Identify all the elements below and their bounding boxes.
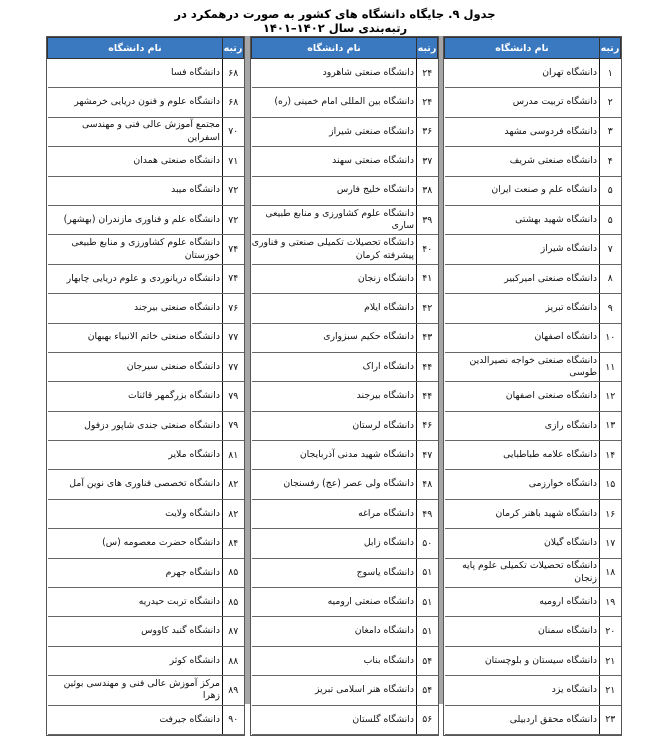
table-row [252,147,438,176]
table-row [445,294,621,323]
rank-cell: ۴۴ [417,352,438,381]
university-name-cell: دانشگاه خوارزمی [445,470,600,499]
university-name-cell: دانشگاه جهرم [48,558,223,587]
university-name-cell: دانشگاه گیلان [445,529,600,558]
university-name-cell: دانشگاه بزرگمهر قائنات [48,382,223,411]
university-name-cell: دانشگاه صنعتی سهند [252,147,417,176]
rank-cell: ۱۶ [600,499,621,528]
university-name-cell: دانشگاه یاسوج [252,558,417,587]
table-row [252,323,438,352]
table-row [252,499,438,528]
rank-cell: ۵۴ [417,676,438,705]
ranking-table [47,37,244,735]
university-name-cell: دانشگاه ولایت [48,499,223,528]
table-row [445,588,621,617]
university-name-cell: دانشگاه اراک [252,352,417,381]
rank-cell: ۷۴ [223,235,244,264]
table-row [252,176,438,205]
rank-cell: ۴۸ [417,470,438,499]
table-row [48,646,244,675]
rank-cell: ۷۹ [223,382,244,411]
university-name-cell: دانشگاه ارومیه [445,588,600,617]
table-row [445,529,621,558]
rank-cell: ۱۹ [600,588,621,617]
university-name-cell: دانشگاه گنبد کاووس [48,617,223,646]
table-row [445,235,621,264]
university-name-cell: دانشگاه علم و فناوری مازندران (بهشهر) [48,205,223,234]
rank-cell: ۶۸ [223,88,244,117]
header-row [252,38,438,59]
university-name-cell: دانشگاه بناب [252,646,417,675]
university-name-cell: دانشگاه تربت حیدریه [48,588,223,617]
university-name-cell: دانشگاه شیراز [445,235,600,264]
rank-cell: ۳ [600,117,621,146]
university-name-cell: دانشگاه صنعتی جندی شاپور دزفول [48,411,223,440]
table-row [252,470,438,499]
rank-cell: ۵۱ [417,558,438,587]
table-row [48,88,244,117]
university-name-cell: دانشگاه صنعتی اصفهان [445,382,600,411]
rank-cell: ۴ [600,147,621,176]
table-row [252,264,438,293]
rank-cell: ۱۳ [600,411,621,440]
table-row [48,117,244,146]
rank-cell: ۵۴ [417,646,438,675]
university-name-cell: دانشگاه صنعتی سیرجان [48,352,223,381]
table-row [445,147,621,176]
rank-cell: ۱۴ [600,441,621,470]
rank-cell: ۶۸ [223,59,244,88]
ranking-table-middle [250,36,439,736]
university-name-cell: دانشگاه سیستان و بلوچستان [445,646,600,675]
university-name-cell: دانشگاه هنر اسلامی تبریز [252,676,417,705]
rank-cell: ۵ [600,205,621,234]
header-row [48,38,244,59]
table-row [48,529,244,558]
rank-cell: ۷۷ [223,352,244,381]
university-name-cell: دانشگاه تربیت مدرس [445,88,600,117]
rank-cell: ۸۵ [223,588,244,617]
table-row [252,352,438,381]
table-row [48,441,244,470]
table-row [48,235,244,264]
rank-cell: ۵ [600,176,621,205]
table-row [252,529,438,558]
rank-cell: ۵۱ [417,617,438,646]
university-name-cell: مرکز آموزش عالی فنی و مهندسی بوئین زهرا [48,676,223,705]
table-row [252,705,438,734]
rank-cell: ۹ [600,294,621,323]
table-row [48,705,244,734]
table-row [445,59,621,88]
university-name-cell: دانشگاه گلستان [252,705,417,734]
rank-cell: ۱۲ [600,382,621,411]
table-row [252,59,438,88]
table-row [252,88,438,117]
university-name-cell: دانشگاه شهید مدنی آذربایجان [252,441,417,470]
rank-column-header: رتبه [600,38,621,59]
table-row [445,352,621,381]
university-name-cell: دانشگاه شهید باهنر کرمان [445,499,600,528]
university-name-cell: دانشگاه تحصیلات تکمیلی علوم پایه زنجان [445,558,600,587]
university-name-cell: دانشگاه تهران [445,59,600,88]
table-row [48,382,244,411]
table-row [252,646,438,675]
rank-cell: ۵۰ [417,529,438,558]
table-row [445,646,621,675]
table-row [445,176,621,205]
university-name-cell: دانشگاه صنعتی خواجه نصیرالدین طوسی [445,352,600,381]
university-name-cell: دانشگاه ولی عصر (عج) رفسنجان [252,470,417,499]
university-name-cell: دانشگاه صنعتی شیراز [252,117,417,146]
rank-cell: ۱۱ [600,352,621,381]
university-name-cell: دانشگاه صنعتی شریف [445,147,600,176]
rank-cell: ۴۹ [417,499,438,528]
university-name-cell: دانشگاه علوم کشاورزی و منابع طبیعی ساری [252,205,417,234]
university-name-cell: دانشگاه میبد [48,176,223,205]
rank-cell: ۸۱ [223,441,244,470]
table-row [445,264,621,293]
university-name-cell: دانشگاه زابل [252,529,417,558]
university-name-cell: دانشگاه بیرجند [252,382,417,411]
university-name-cell: دانشگاه تبریز [445,294,600,323]
table-row [252,411,438,440]
document-title: جدول ۹. جایگاه دانشگاه های کشور به صورت درهمکرد در رتبه‌بندی سال ۱۴۰۲–۱۴۰۱ [174,7,496,35]
rank-cell: ۴۱ [417,264,438,293]
university-name-cell: دانشگاه زنجان [252,264,417,293]
table-row [252,382,438,411]
rank-cell: ۸۸ [223,646,244,675]
university-name-cell: دانشگاه یزد [445,676,600,705]
rank-cell: ۲۱ [600,676,621,705]
table-row [48,59,244,88]
rank-cell: ۲۳ [600,705,621,734]
university-name-cell: دانشگاه سمنان [445,617,600,646]
rank-cell: ۲۱ [600,646,621,675]
table-row [445,617,621,646]
rank-cell: ۴۰ [417,235,438,264]
rank-cell: ۳۶ [417,117,438,146]
table-row [252,558,438,587]
university-name-cell: دانشگاه دامغان [252,617,417,646]
table-row [48,470,244,499]
name-column-header: نام دانشگاه [48,38,223,59]
rank-cell: ۹۰ [223,705,244,734]
rank-cell: ۸۴ [223,529,244,558]
university-name-cell: دانشگاه صنعتی خاتم الانبیاء بهبهان [48,323,223,352]
rank-cell: ۷۲ [223,176,244,205]
rank-cell: ۵۱ [417,588,438,617]
table-row [445,382,621,411]
rank-cell: ۷۶ [223,294,244,323]
rank-cell: ۷۱ [223,147,244,176]
university-name-cell: دانشگاه علم و صنعت ایران [445,176,600,205]
table-row [48,176,244,205]
rank-cell: ۸۹ [223,676,244,705]
rank-column-header: رتبه [223,38,244,59]
rank-cell: ۳۸ [417,176,438,205]
university-name-cell: دانشگاه علوم و فنون دریایی خرمشهر [48,88,223,117]
name-column-header: نام دانشگاه [445,38,600,59]
table-row [252,294,438,323]
table-row [48,205,244,234]
table-row [48,411,244,440]
table-row [48,323,244,352]
rank-cell: ۸۲ [223,470,244,499]
table-row [252,588,438,617]
rank-cell: ۱۰ [600,323,621,352]
table-row [445,88,621,117]
rank-cell: ۷۲ [223,205,244,234]
rank-cell: ۴۳ [417,323,438,352]
rank-cell: ۷۴ [223,264,244,293]
university-name-cell: دانشگاه ایلام [252,294,417,323]
table-row [445,323,621,352]
university-name-cell: دانشگاه تحصیلات تکمیلی صنعتی و فناوری پیشرفته کرمان [252,235,417,264]
rank-cell: ۸۵ [223,558,244,587]
rank-cell: ۲۴ [417,59,438,88]
ranking-table-left [46,36,245,736]
university-name-cell: دانشگاه لرستان [252,411,417,440]
rank-cell: ۵۶ [417,705,438,734]
ranking-table-right [443,36,622,736]
university-name-cell: دانشگاه صنعتی شاهرود [252,59,417,88]
university-name-cell: دانشگاه محقق اردبیلی [445,705,600,734]
university-name-cell: دانشگاه صنعتی همدان [48,147,223,176]
rank-cell: ۷۰ [223,117,244,146]
table-row [445,499,621,528]
rank-cell: ۴۶ [417,411,438,440]
table-row [445,676,621,705]
rank-cell: ۳۹ [417,205,438,234]
rank-cell: ۲۰ [600,617,621,646]
table-row [445,441,621,470]
university-name-cell: دانشگاه رازی [445,411,600,440]
university-name-cell: دانشگاه علامه طباطبایی [445,441,600,470]
university-name-cell: دانشگاه حضرت معصومه (س) [48,529,223,558]
rank-cell: ۷ [600,235,621,264]
table-row [48,147,244,176]
rank-cell: ۸۲ [223,499,244,528]
university-name-cell: مجتمع آموزش عالی فنی و مهندسی اسفراین [48,117,223,146]
university-name-cell: دانشگاه صنعتی بیرجند [48,294,223,323]
university-name-cell: دانشگاه بین المللی امام خمینی (ره) [252,88,417,117]
table-row [252,441,438,470]
rank-cell: ۸۷ [223,617,244,646]
rank-cell: ۷۷ [223,323,244,352]
table-row [48,352,244,381]
ranking-table [251,37,438,735]
table-row [445,558,621,587]
university-name-cell: دانشگاه شهید بهشتی [445,205,600,234]
rank-cell: ۷۹ [223,411,244,440]
rank-cell: ۱۵ [600,470,621,499]
university-name-cell: دانشگاه تخصصی فناوری های نوین آمل [48,470,223,499]
rank-cell: ۱۸ [600,558,621,587]
university-name-cell: دانشگاه ملایر [48,441,223,470]
university-name-cell: دانشگاه فسا [48,59,223,88]
university-name-cell: دانشگاه حکیم سبزواری [252,323,417,352]
table-row [445,205,621,234]
rank-cell: ۱۷ [600,529,621,558]
table-row [48,294,244,323]
table-row [252,205,438,234]
table-row [252,676,438,705]
university-name-cell: دانشگاه خلیج فارس [252,176,417,205]
table-row [445,705,621,734]
rank-cell: ۸ [600,264,621,293]
rank-column-header: رتبه [417,38,438,59]
university-name-cell: دانشگاه مراغه [252,499,417,528]
table-row [48,676,244,705]
university-name-cell: دانشگاه فردوسی مشهد [445,117,600,146]
header-row [445,38,621,59]
table-row [445,411,621,440]
ranking-table [444,37,621,735]
rank-cell: ۴۷ [417,441,438,470]
table-row [48,617,244,646]
table-row [48,499,244,528]
university-name-cell: دانشگاه جیرفت [48,705,223,734]
rank-cell: ۳۷ [417,147,438,176]
university-name-cell: دانشگاه دریانوردی و علوم دریایی چابهار [48,264,223,293]
table-row [252,617,438,646]
rank-cell: ۲ [600,88,621,117]
university-name-cell: دانشگاه صنعتی امیرکبیر [445,264,600,293]
table-row [48,558,244,587]
university-name-cell: دانشگاه اصفهان [445,323,600,352]
table-row [48,264,244,293]
name-column-header: نام دانشگاه [252,38,417,59]
university-name-cell: دانشگاه علوم کشاورزی و منابع طبیعی خوزستان [48,235,223,264]
table-row [252,235,438,264]
university-name-cell: دانشگاه صنعتی ارومیه [252,588,417,617]
university-name-cell: دانشگاه کوثر [48,646,223,675]
table-row [48,588,244,617]
rank-cell: ۴۲ [417,294,438,323]
table-row [445,117,621,146]
table-row [445,470,621,499]
table-row [252,117,438,146]
rank-cell: ۱ [600,59,621,88]
rank-cell: ۲۴ [417,88,438,117]
rank-cell: ۴۴ [417,382,438,411]
